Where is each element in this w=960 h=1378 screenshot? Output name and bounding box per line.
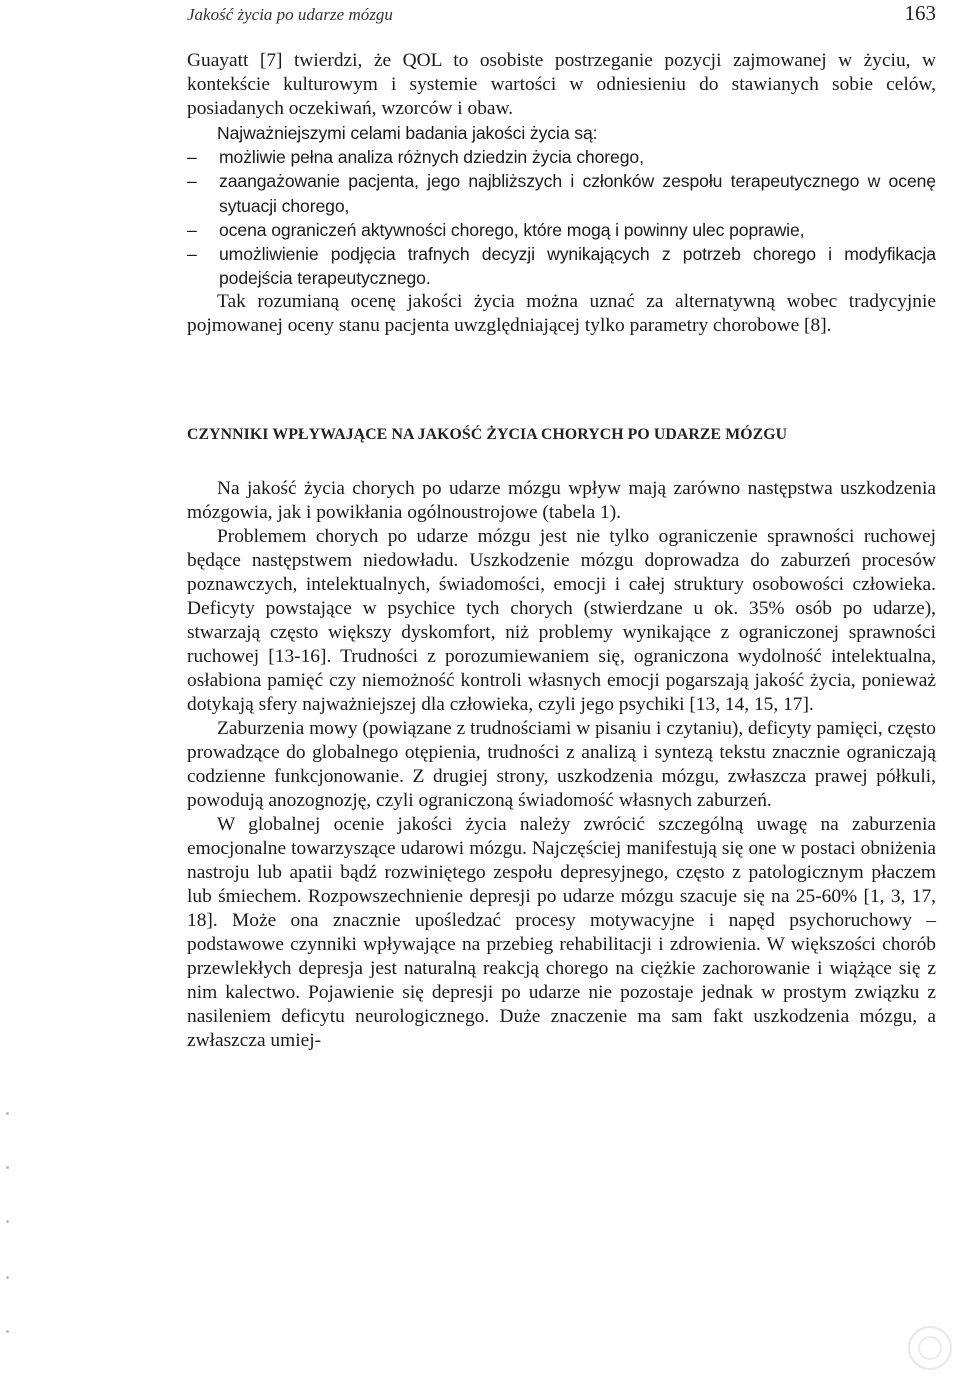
intro-paragraph-2: Najważniejszymi celami badania jakości życia są:	[217, 123, 598, 144]
list-item-text: zaangażowanie pacjenta, jego najbliższych i członków zespołu terapeutycznego w ocenę sytuacji chorego,	[219, 171, 936, 216]
margin-speck	[6, 1330, 9, 1333]
watermark-logo	[908, 1326, 952, 1370]
list-item	[187, 218, 936, 242]
dash-marker: –	[187, 171, 197, 192]
margin-speck	[6, 1112, 9, 1115]
section-paragraph: Problemem chorych po udarze mózgu jest nie tylko ograniczenie sprawności ruchowej będące następstwem niedowładu. Uszkodzenie mózgu doprowadza do zaburzeń procesów poznawczych, intelektualnych, świadomości, emocji i całej struktury osobowości człowieka. Deficyty powstające w psychice tych chorych (stwierdzane u ok. 35% osób po udarze), stwarzają często większy dyskomfort, niż problemy wynikające z ograniczonej sprawności ruchowej [13-16]. Trudności z porozumiewaniem się, ograniczona wydolność intelektualna, osłabiona pamięć czy niemożność kontroli własnych emocji pogarszają jakość życia, ponieważ dotykają sfery najważniejszej dla człowieka, czyli jego psychiki [13, 14, 15, 17].	[187, 526, 936, 715]
list-item	[187, 242, 936, 290]
margin-speck	[6, 1166, 9, 1169]
margin-speck	[6, 1220, 9, 1223]
margin-speck	[6, 1276, 9, 1279]
section-paragraph: Na jakość życia chorych po udarze mózgu wpływ mają zarówno następstwa uszkodzenia mózgowia, jak i powikłania ogólnoustrojowe (tabela 1).	[187, 478, 936, 523]
list-item	[187, 169, 936, 217]
list-item	[187, 145, 936, 169]
list-item-text: ocena ograniczeń aktywności chorego, które mogą i powinny ulec poprawie,	[219, 219, 805, 240]
section-paragraph: Zaburzenia mowy (powiązane z trudnościami w pisaniu i czytaniu), deficyty pamięci, często prowadzące do globalnego otępienia, trudności z analizą i syntezą tekstu znacznie ograniczają codzienne funkcjonowanie. Z drugiej strony, uszkodzenia mózgu, zwłaszcza prawej półkuli, powodują anozognozję, czyli ograniczoną świadomość własnych zaburzeń.	[187, 718, 936, 811]
dash-marker: –	[187, 147, 197, 168]
intro-paragraph-1: Guayatt [7] twierdzi, że QOL to osobiste postrzeganie pozycji zajmowanej w życiu, w kontekście kulturowym i systemie wartości w odniesieniu do stawianych sobie celów, posiadanych oczekiwań, wzorców i obaw.	[187, 50, 936, 120]
list-item-text: umożliwienie podjęcia trafnych decyzji wynikających z potrzeb chorego i modyfikacja podejścia terapeutycznego.	[219, 243, 936, 288]
goals-list	[187, 145, 936, 290]
section-body	[187, 477, 936, 1053]
page-number: 163	[904, 1, 936, 25]
page-header	[187, 0, 936, 26]
section-heading: CZYNNIKI WPŁYWAJĄCE NA JAKOŚĆ ŻYCIA CHORYCH PO UDARZE MÓZGU	[187, 426, 788, 443]
list-item-text: możliwie pełna analiza różnych dziedzin życia chorego,	[219, 147, 644, 168]
section-paragraph: W globalnej ocenie jakości życia należy zwrócić szczególną uwagę na zaburzenia emocjonalne towarzyszące udarowi mózgu. Najczęściej manifestują się one w postaci obniżenia nastroju lub apatii bądź rozwiniętego zespołu depresyjnego, często z patologicznym płaczem lub śmiechem. Rozpowszechnienie depresji po udarze mózgu szacuje się na 25-60% [1, 3, 17, 18]. Może ona znacznie upośledzać procesy motywacyjne i napęd psychoruchowy – podstawowe czynniki wpływające na przebieg rehabilitacji i zdrowienia. W większości chorób przewlekłych depresja jest naturalną reakcją chorego na ciężkie zachorowanie i wiążące się z nim kalectwo. Pojawienie się depresji po udarze nie pozostaje jednak w prostym związku z nasileniem deficytu neurologicznego. Duże znaczenie ma sam fakt uszkodzenia mózgu, a zwłaszcza umiej-	[187, 814, 936, 1051]
intro-block	[187, 49, 936, 338]
dash-marker: –	[187, 219, 197, 240]
intro-paragraph-3: Tak rozumianą ocenę jakości życia można uznać za alternatywną wobec tradycyjnie pojmowanej oceny stanu pacjenta uwzględniającej tylko parametry chorobowe [8].	[187, 290, 936, 337]
dash-marker: –	[187, 243, 197, 264]
running-title: Jakość życia po udarze mózgu	[187, 5, 393, 24]
